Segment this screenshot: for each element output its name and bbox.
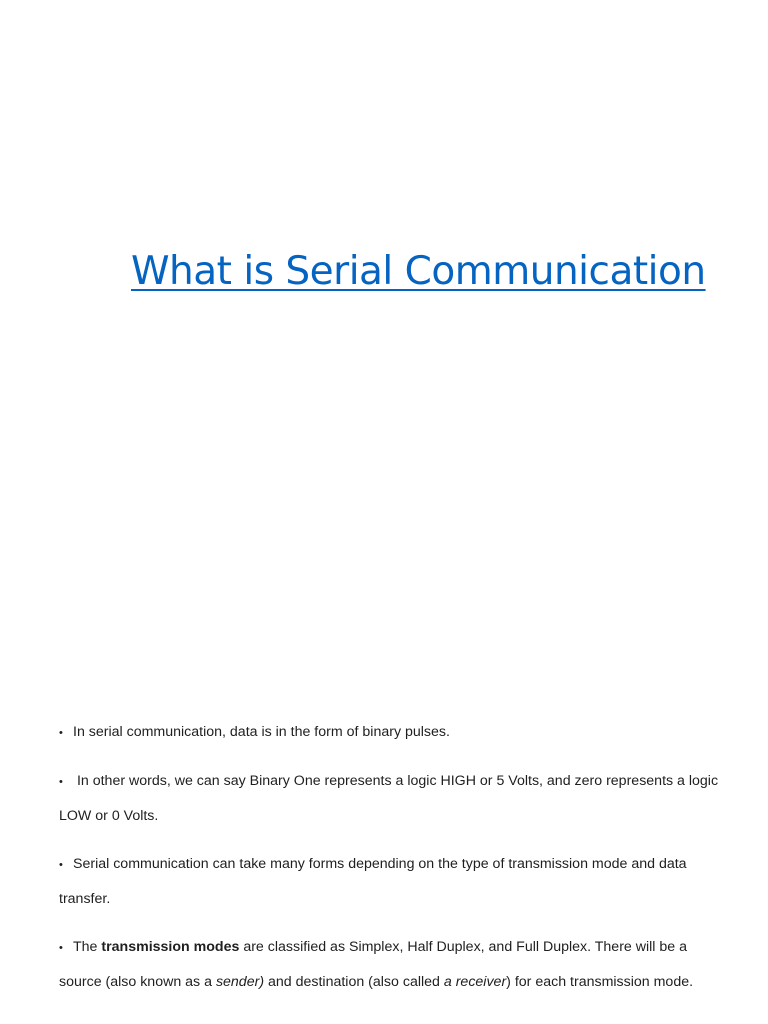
- bullet-icon: •: [59, 941, 63, 954]
- bold-term: transmission modes: [101, 938, 240, 955]
- italic-term: sender): [215, 974, 265, 990]
- list-item-text-part: The: [73, 938, 102, 955]
- list-item-text: In other words, we can say Binary One represents a logic HIGH or 5 Volts, and zero represents a logic LOW or 0 Volts.: [59, 772, 719, 824]
- bullet-icon: •: [59, 858, 63, 871]
- list-item-text-part: are classified as Simplex, Half Duplex, and Full Duplex. There will be a source (also known as a: [59, 938, 688, 990]
- bullet-icon: •: [59, 775, 63, 788]
- list-item: [59, 764, 719, 834]
- page-title-link[interactable]: What is Serial Communication: [131, 249, 706, 294]
- list-item-text: In serial communication, data is in the form of binary pulses.: [73, 724, 450, 740]
- list-item-text-part: and destination (also called: [264, 974, 444, 990]
- bullet-icon: •: [59, 727, 63, 739]
- list-item-text: Serial communication can take many forms depending on the type of transmission mode and data transfer.: [59, 855, 687, 907]
- list-item-text-part: ) for each transmission mode.: [506, 974, 694, 990]
- list-item: [59, 930, 719, 1000]
- bullet-list: [59, 715, 719, 1013]
- list-item: [59, 847, 719, 917]
- italic-term: a receiver: [443, 974, 507, 990]
- list-item: [59, 715, 719, 751]
